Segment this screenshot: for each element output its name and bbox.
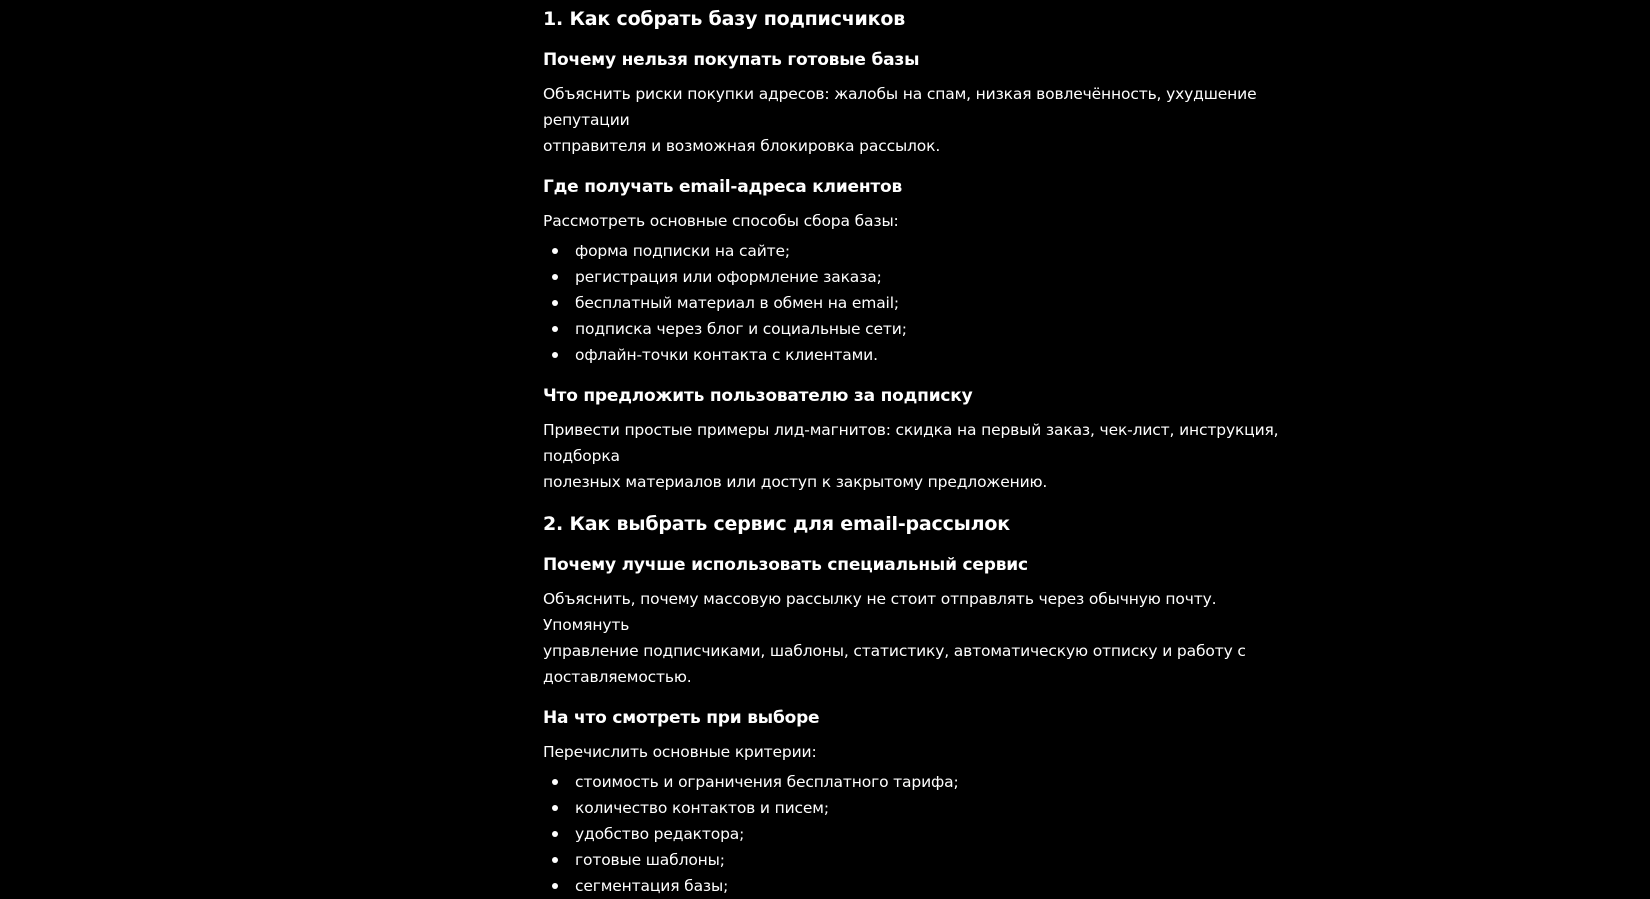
list-item-text: удобство редактора; (575, 825, 745, 843)
bullet-icon (552, 779, 558, 785)
paragraph-line: Объяснить риски покупки адресов: жалобы на спам, низкая вовлечённость, ухудшение репутации (543, 85, 1257, 129)
section-2-paragraph-1 (543, 586, 1293, 690)
section-2-subheading-2: На что смотреть при выборе (543, 708, 820, 728)
list-item-text: офлайн-точки контакта с клиентами. (575, 346, 878, 364)
list-item-text: сегментация базы; (575, 877, 729, 895)
list-item-text: количество контактов и писем; (575, 799, 829, 817)
paragraph-line: Объяснить, почему массовую рассылку не стоит отправлять через обычную почту. Упомянуть (543, 590, 1217, 634)
paragraph-line: доставляемостью. (543, 668, 692, 686)
section-1-list (543, 238, 1293, 368)
paragraph-line: управление подписчиками, шаблоны, статистику, автоматическую отписку и работу с (543, 642, 1246, 660)
section-2-title: 2. Как выбрать сервис для email-рассылок (543, 513, 1010, 535)
section-2-list-intro: Перечислить основные критерии: (543, 743, 817, 761)
section-2-list (543, 769, 1293, 899)
bullet-icon (552, 352, 558, 358)
bullet-icon (552, 326, 558, 332)
bullet-icon (552, 857, 558, 863)
list-item (543, 342, 1293, 368)
list-item (543, 264, 1293, 290)
list-item (543, 795, 1293, 821)
list-item (543, 290, 1293, 316)
bullet-icon (552, 805, 558, 811)
document-body (543, 0, 1293, 899)
section-1-subheading-3: Что предложить пользователю за подписку (543, 386, 973, 406)
list-item-text: бесплатный материал в обмен на email; (575, 294, 899, 312)
bullet-icon (552, 248, 558, 254)
list-item (543, 847, 1293, 873)
paragraph-line: Привести простые примеры лид-магнитов: скидка на первый заказ, чек-лист, инструкция, подборка (543, 421, 1279, 465)
list-item (543, 873, 1293, 899)
paragraph-line: отправителя и возможная блокировка рассылок. (543, 137, 941, 155)
list-item (543, 769, 1293, 795)
paragraph-line: полезных материалов или доступ к закрытому предложению. (543, 473, 1048, 491)
section-1-paragraph-3 (543, 417, 1293, 495)
bullet-icon (552, 274, 558, 280)
list-item-text: форма подписки на сайте; (575, 242, 790, 260)
list-item-text: регистрация или оформление заказа; (575, 268, 882, 286)
bullet-icon (552, 831, 558, 837)
list-item (543, 238, 1293, 264)
list-item-text: готовые шаблоны; (575, 851, 725, 869)
section-1-subheading-1: Почему нельзя покупать готовые базы (543, 50, 920, 70)
section-1-title: 1. Как собрать базу подписчиков (543, 8, 906, 30)
section-1-paragraph-1 (543, 81, 1293, 159)
list-item-text: стоимость и ограничения бесплатного тарифа; (575, 773, 959, 791)
list-item-text: подписка через блог и социальные сети; (575, 320, 907, 338)
section-1-list-intro: Рассмотреть основные способы сбора базы: (543, 212, 899, 230)
section-1-subheading-2: Где получать email-адреса клиентов (543, 177, 903, 197)
list-item (543, 316, 1293, 342)
bullet-icon (552, 300, 558, 306)
bullet-icon (552, 883, 558, 889)
section-2-subheading-1: Почему лучше использовать специальный сервис (543, 555, 1028, 575)
